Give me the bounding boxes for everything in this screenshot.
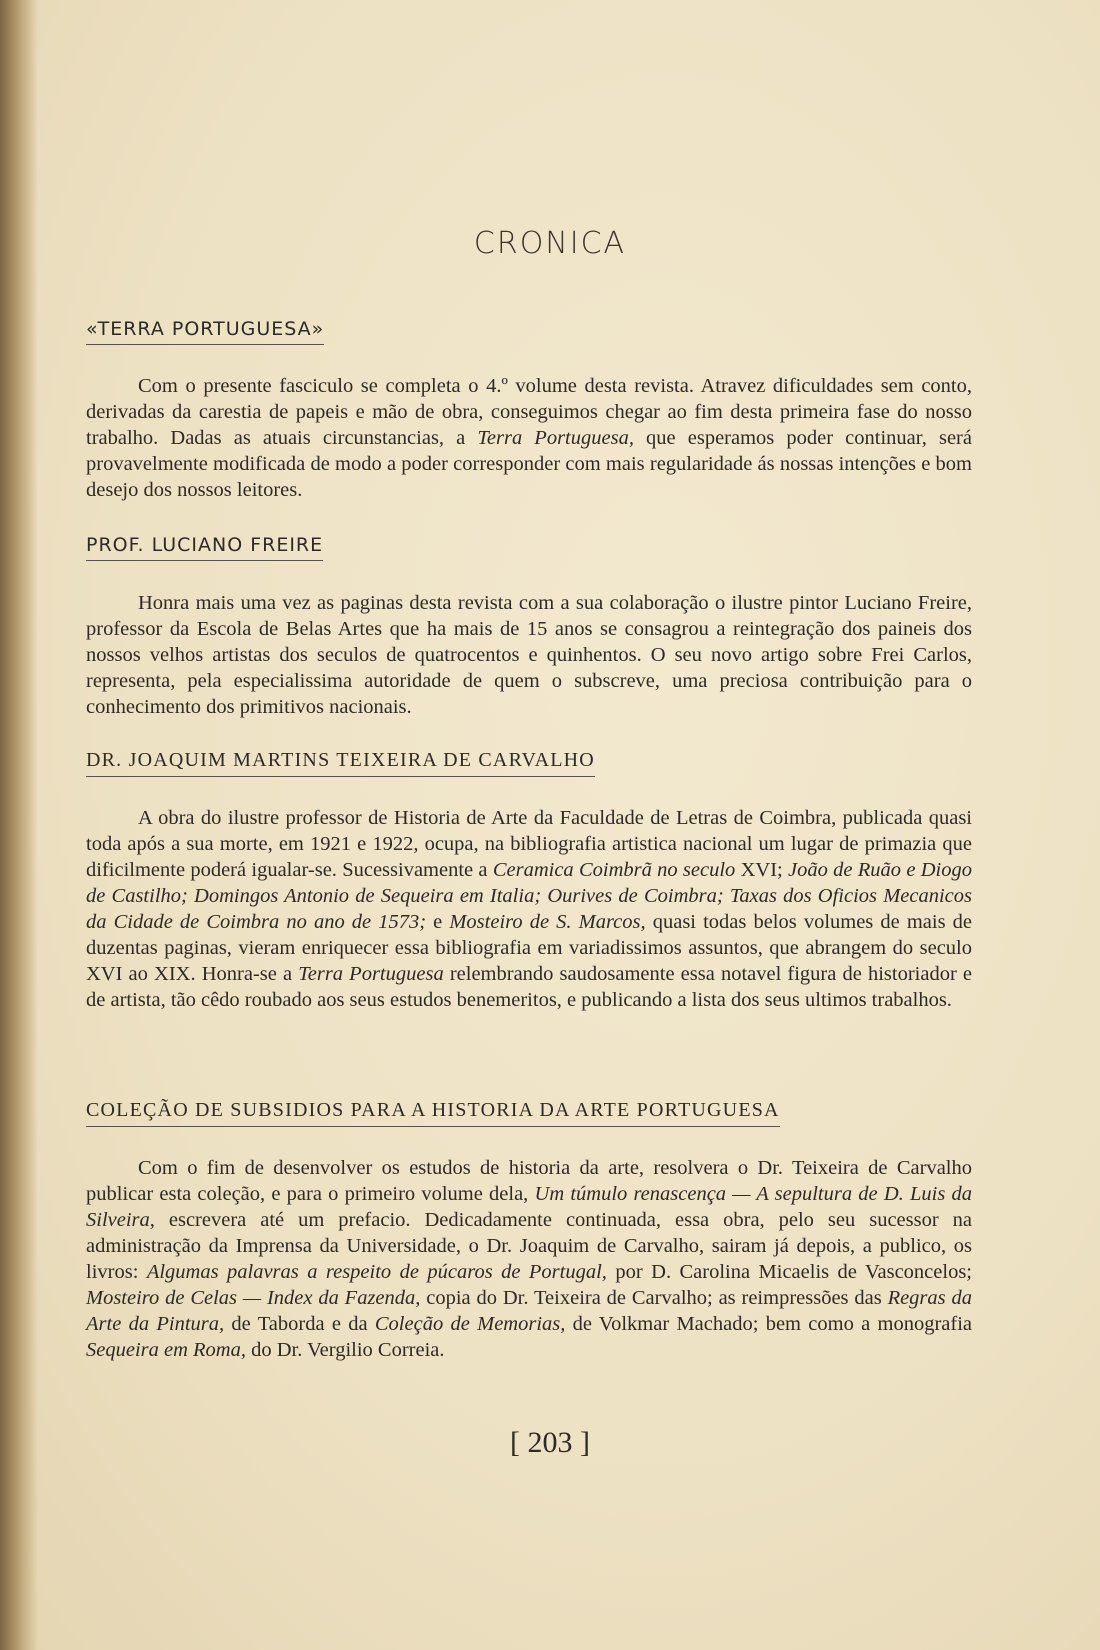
page-title: CRONICA (473, 226, 627, 261)
section-paragraph-terra-portuguesa: Com o presente fasciculo se completa o 4.º volume desta revista. Atravez dificuldades sem conto, derivadas da carestia de papeis e mão de obra, conseguimos chegar ao fim desta primeira fase do nosso trabalho. Dadas as atuais circunstancias, a Terra Portuguesa, que esperamos poder continuar, será provavelmente modificada de modo a poder corresponder com mais regularidade ás nossas intenções e bom desejo dos nossos leitores. (86, 375, 972, 501)
section-paragraph-luciano-freire: Honra mais uma vez as paginas desta revista com a sua colaboração o ilustre pintor Luciano Freire, professor da Escola de Belas Artes que ha mais de 15 anos se consagrou a reintegração dos paineis dos nossos velhos artistas dos seculos de quatrocentos e quinhentos. O seu novo artigo sobre Frei Carlos, representa, pela especialissima autoridade de quem o subscreve, uma preciosa contribuição para o conhecimento dos primitivos nacionais. (86, 592, 972, 718)
section-heading-terra-portuguesa: «TERRA PORTUGUESA» (86, 318, 324, 345)
section-heading-luciano-freire: PROF. LUCIANO FREIRE (86, 534, 323, 561)
section-heading-colecao-de-subsidios: COLEÇÃO DE SUBSIDIOS PARA A HISTORIA DA ARTE PORTUGUESA (86, 1099, 780, 1127)
section-paragraph-teixeira-de-carvalho: A obra do ilustre professor de Historia de Arte da Faculdade de Letras de Coimbra, publicada quasi toda após a sua morte, em 1921 e 1922, ocupa, na bibliografia artistica nacional um lugar de primazia que dificilmente poderá igualar-se. Sucessivamente a Ceramica Coimbrã no seculo XVI; João de Ruão e Diogo de Castilho; Domingos Antonio de Sequeira em Italia; Ourives de Coimbra; Taxas dos Oficios Mecanicos da Cidade de Coimbra no ano de 1573; e Mosteiro de S. Marcos, quasi todas belos volumes de mais de duzentas paginas, vieram enriquecer essa bibliografia em variadissimos assuntos, que abrangem do seculo XVI ao XIX. Honra-se a Terra Portuguesa relembrando saudosamente essa notavel figura de historiador e de artista, tão cêdo roubado aos seus estudos benemeritos, e publicando a lista dos seus ultimos trabalhos. (86, 807, 972, 1011)
section-paragraph-colecao-de-subsidios: Com o fim de desenvolver os estudos de historia da arte, resolvera o Dr. Teixeira de Carvalho publicar esta coleção, e para o primeiro volume dela, Um túmulo renascença — A sepultura de D. Luis da Silveira, escrevera até um prefacio. Dedicadamente continuada, essa obra, pelo seu sucessor na administração da Imprensa da Universidade, o Dr. Joaquim de Carvalho, sairam já depois, a publico, os livros: Algumas palavras a respeito de púcaros de Portugal, por D. Carolina Micaelis de Vasconcelos; Mosteiro de Celas — Index da Fazenda, copia do Dr. Teixeira de Carvalho; as reimpressões das Regras da Arte da Pintura, de Taborda e da Coleção de Memorias, de Volkmar Machado; bem como a monografia Sequeira em Roma, do Dr. Vergilio Correia. (86, 1157, 972, 1361)
page-number: [ 203 ] (510, 1426, 590, 1459)
section-heading-teixeira-de-carvalho: DR. JOAQUIM MARTINS TEIXEIRA DE CARVALHO (86, 749, 595, 777)
